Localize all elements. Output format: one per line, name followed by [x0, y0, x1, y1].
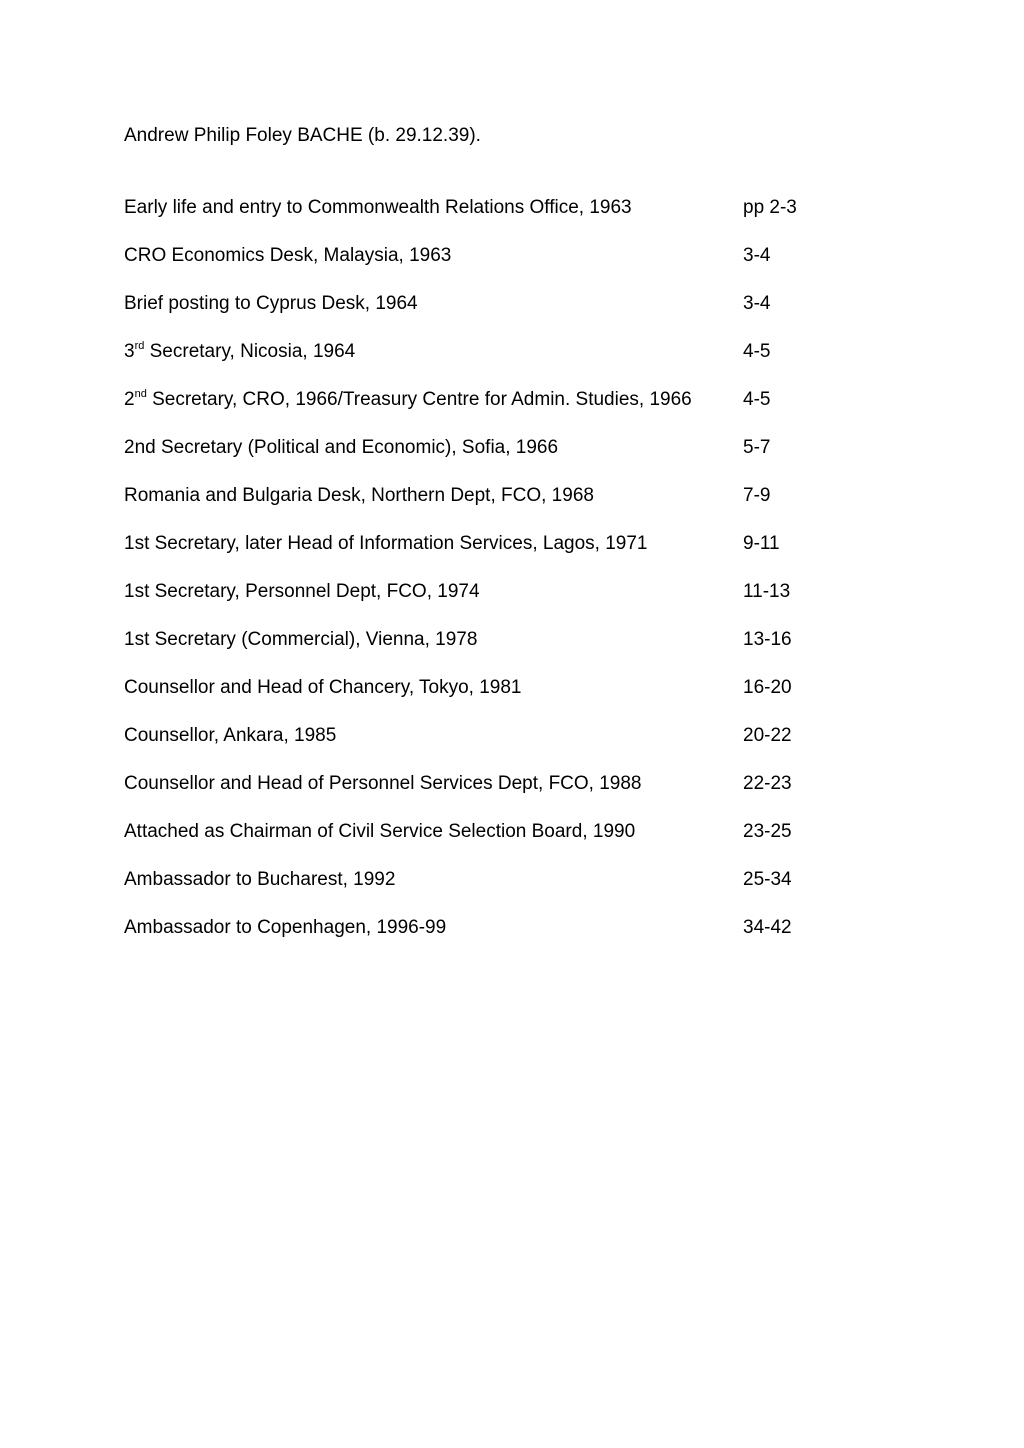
toc-entry: [124, 772, 824, 820]
toc-entry-label-text: Secretary, CRO, 1966/Treasury Centre for Admin. Studies, 1966: [146, 389, 692, 410]
ordinal-number: 2: [124, 389, 135, 410]
toc-entry: [124, 340, 824, 388]
toc-entry-pages: 11-13: [743, 581, 791, 602]
toc-entry-label: [124, 340, 355, 364]
toc-entry-pages: 9-11: [743, 533, 780, 554]
toc-entry-pages: 3-4: [743, 245, 771, 266]
toc-entry-label: [124, 388, 692, 412]
toc-entry-label-text: Secretary, Nicosia, 1964: [144, 341, 356, 362]
toc-entry-pages: 5-7: [743, 437, 771, 458]
toc-entry-label: Romania and Bulgaria Desk, Northern Dept, FCO, 1968: [124, 485, 594, 506]
toc-entry-label: 1st Secretary, later Head of Information Services, Lagos, 1971: [124, 533, 648, 554]
toc-entry-label: Ambassador to Bucharest, 1992: [124, 869, 396, 890]
toc-entry: [124, 820, 824, 868]
toc-entry: [124, 436, 824, 484]
toc-entry: [124, 244, 824, 292]
toc-entry-pages: 7-9: [743, 485, 771, 506]
toc-entry: [124, 580, 824, 628]
toc-entry-pages: 3-4: [743, 293, 771, 314]
toc-entry-pages: 13-16: [743, 629, 792, 650]
toc-entry-label: Brief posting to Cyprus Desk, 1964: [124, 293, 418, 314]
toc-entry-pages: 20-22: [743, 725, 792, 746]
toc-entry-label: CRO Economics Desk, Malaysia, 1963: [124, 245, 452, 266]
toc-entry-pages: 4-5: [743, 341, 771, 362]
toc-entry: [124, 724, 824, 772]
toc-entry-pages: 4-5: [743, 389, 771, 410]
toc-entry: [124, 532, 824, 580]
toc-entry-label: Ambassador to Copenhagen, 1996-99: [124, 917, 447, 938]
toc-entry-label: 1st Secretary (Commercial), Vienna, 1978: [124, 629, 478, 650]
toc-entry: [124, 916, 824, 964]
ordinal-suffix: rd: [134, 340, 145, 352]
toc-entry: [124, 292, 824, 340]
toc-entry-label: 2nd Secretary (Political and Economic), Sofia, 1966: [124, 437, 559, 458]
toc-entry-pages: 25-34: [743, 869, 792, 890]
toc-entry: [124, 676, 824, 724]
toc-entry: [124, 628, 824, 676]
toc-entry-label: Counsellor, Ankara, 1985: [124, 725, 337, 746]
toc-entry-pages: 16-20: [743, 677, 792, 698]
toc-entry: [124, 388, 824, 436]
toc-entry: [124, 484, 824, 532]
ordinal-number: 3: [124, 341, 135, 362]
toc-entry-label: 1st Secretary, Personnel Dept, FCO, 1974: [124, 581, 480, 602]
toc-entry: [124, 868, 824, 916]
toc-entry-pages: 22-23: [743, 773, 792, 794]
toc-entry-label: Attached as Chairman of Civil Service Selection Board, 1990: [124, 821, 636, 842]
toc-entry-label: Early life and entry to Commonwealth Relations Office, 1963: [124, 197, 632, 218]
toc-entry-pages: 23-25: [743, 821, 792, 842]
ordinal-suffix: nd: [134, 388, 147, 400]
document-title: Andrew Philip Foley BACHE (b. 29.12.39).: [124, 125, 481, 146]
toc-entry: [124, 196, 824, 244]
toc-entry-pages: pp 2-3: [743, 197, 797, 218]
toc-entry-pages: 34-42: [743, 917, 792, 938]
toc-entry-label: Counsellor and Head of Personnel Services Dept, FCO, 1988: [124, 773, 642, 794]
table-of-contents: [124, 196, 824, 964]
toc-entry-label: Counsellor and Head of Chancery, Tokyo, 1981: [124, 677, 522, 698]
